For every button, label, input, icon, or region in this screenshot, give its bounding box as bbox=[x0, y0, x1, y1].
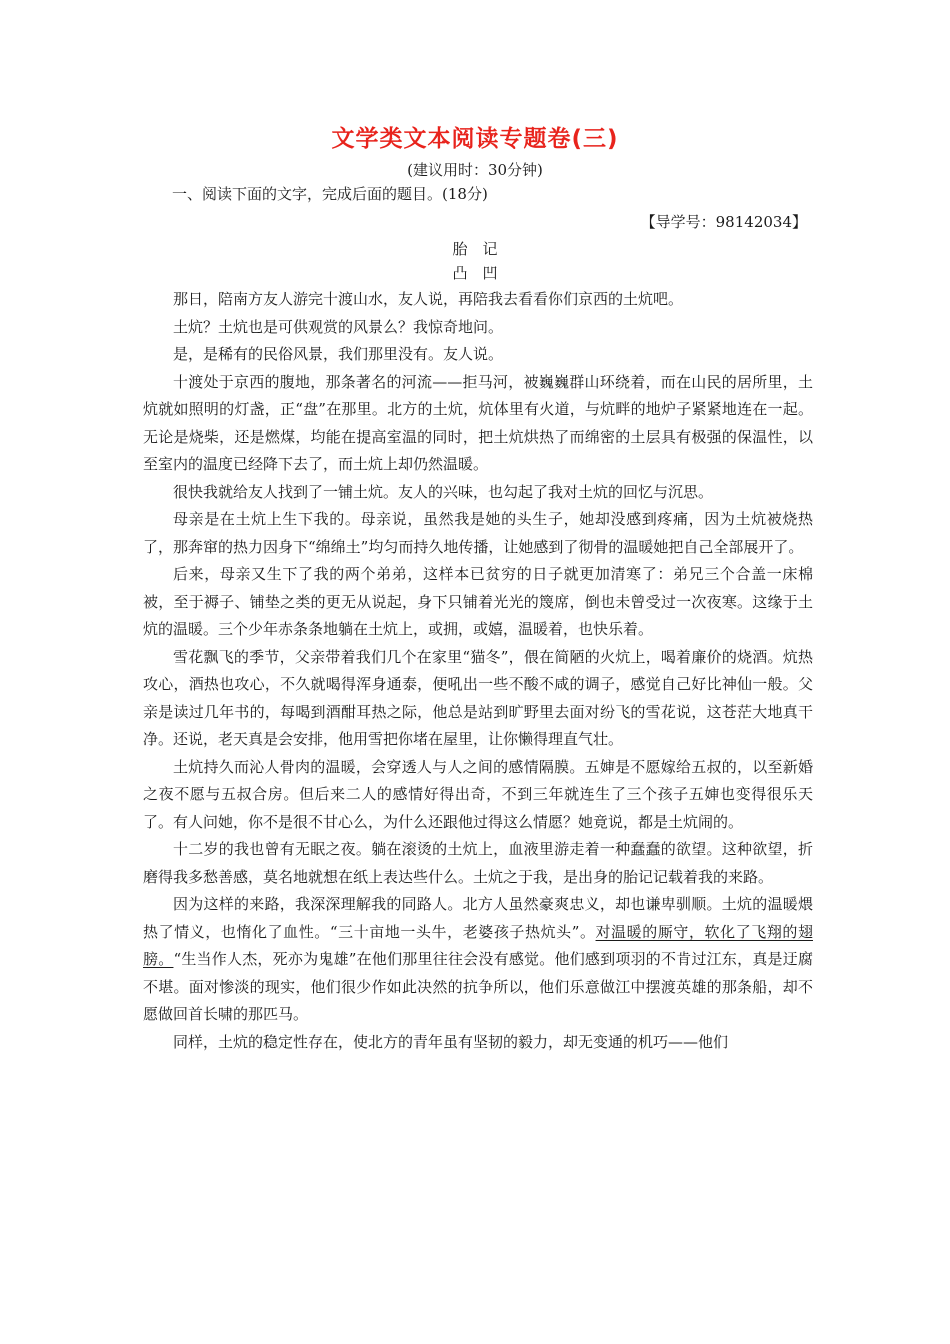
paragraph: 母亲是在土炕上生下我的。母亲说，虽然我是她的头生子，她却没感到疼痛，因为土炕被烧热了，那奔窜的热力因身下“绵绵土”均匀而持久地传播，让她感到了彻骨的温暖她把自己全部展开了。 bbox=[143, 510, 813, 556]
suggested-time: (建议用时：30分钟) bbox=[407, 161, 543, 179]
underlined-sentence: 对温暖的厮守，软化了飞翔的翅膀。 bbox=[143, 922, 813, 968]
article-author: 凸 凹 bbox=[452, 264, 498, 282]
paragraph: 是，是稀有的民俗风景，我们那里没有。友人说。 bbox=[173, 345, 504, 363]
paragraph: 那日，陪南方友人游完十渡山水，友人说，再陪我去看看你们京西的土炕吧。 bbox=[173, 290, 684, 308]
paragraph: 雪花飘飞的季节，父亲带着我们几个在家里“猫冬”，偎在简陋的火炕上，喝着廉价的烧酒。炕热攻心，酒热也攻心，不久就喝得浑身通泰，便吼出一些不酸不咸的调子，感觉自己好比神仙一般。父亲是读过几年书的，每喝到酒酣耳热之际，他总是站到旷野里去面对纷飞的雪花说，这苍茫大地真干净。还说，老天真是会安排，他用雪把你堵在屋里，让你懒得理直气壮。 bbox=[143, 647, 813, 748]
paragraph: 土炕？土炕也是可供观赏的风景么？我惊奇地问。 bbox=[173, 317, 504, 336]
question-prompt: 一、阅读下面的文字，完成后面的题目。(18分) bbox=[172, 185, 488, 203]
paragraph: 土炕持久而沁人骨肉的温暖，会穿透人与人之间的感情隔膜。五婶是不愿嫁给五叔的，以至新婚之夜不愿与五叔合房。但后来二人的感情好得出奇，不到三年就连生了三个孩子五婶也变得很乐天了。有人问她，你不是很不甘心么，为什么还跟他过得这么情愿？她竟说，都是土炕闹的。 bbox=[143, 757, 813, 831]
paragraph: 后来，母亲又生下了我的两个弟弟，这样本已贫穷的日子就更加清寒了：弟兄三个合盖一床棉被，至于褥子、铺垫之类的更无从说起，身下只铺着光光的篾席，倒也未曾受过一次夜寒。这缘于土炕的温暖。三个少年赤条条地躺在土炕上，或拥，或嬉，温暖着，也快乐着。 bbox=[143, 565, 813, 638]
paragraph: 同样，土炕的稳定性存在，使北方的青年虽有坚韧的毅力，却无变通的机巧——他们 bbox=[173, 1032, 729, 1051]
paragraph-text: 因为这样的来路，我深深理解我的同路人。北方人虽然豪爽忠义，却也谦卑驯顺。土炕的温暖煨热了情义，也惰化了血性。“三十亩地一头牛，老婆孩子热炕头”。 bbox=[143, 895, 813, 941]
article-body bbox=[143, 286, 813, 1056]
guide-number: 【导学号：98142034】 bbox=[640, 213, 807, 231]
article-title: 胎 记 bbox=[452, 240, 498, 258]
document-title: 文学类文本阅读专题卷(三) bbox=[331, 126, 619, 152]
paragraph: 十二岁的我也曾有无眠之夜。躺在滚烫的土炕上，血液里游走着一种蠢蠢的欲望。这种欲望，折磨得我多愁善感，莫名地就想在纸上表达些什么。土炕之于我，是出身的胎记记载着我的来路。 bbox=[143, 840, 813, 886]
paragraph: 很快我就给友人找到了一铺土炕。友人的兴味，也勾起了我对土炕的回忆与沉思。 bbox=[173, 482, 714, 501]
paragraph-text: “生当作人杰，死亦为鬼雄”在他们那里往往会没有感觉。他们感到项羽的不肯过江东，真是迂腐不堪。面对惨淡的现实，他们很少作如此决然的抗争所以，他们乐意做江中摆渡英雄的那条船，却不愿做回首长啸的那匹马。 bbox=[143, 950, 813, 1023]
paragraph-with-underline bbox=[143, 891, 813, 1029]
paragraph: 十渡处于京西的腹地，那条著名的河流——拒马河，被巍巍群山环绕着，而在山民的居所里，土炕就如照明的灯盏，正“盘”在那里。北方的土炕，炕体里有火道，与炕畔的地炉子紧紧地连在一起。无论是烧柴，还是燃煤，均能在提高室温的同时，把土炕烘热了而绵密的土层具有极强的保温性，以至室内的温度已经降下去了，而土炕上却仍然温暖。 bbox=[143, 372, 813, 473]
